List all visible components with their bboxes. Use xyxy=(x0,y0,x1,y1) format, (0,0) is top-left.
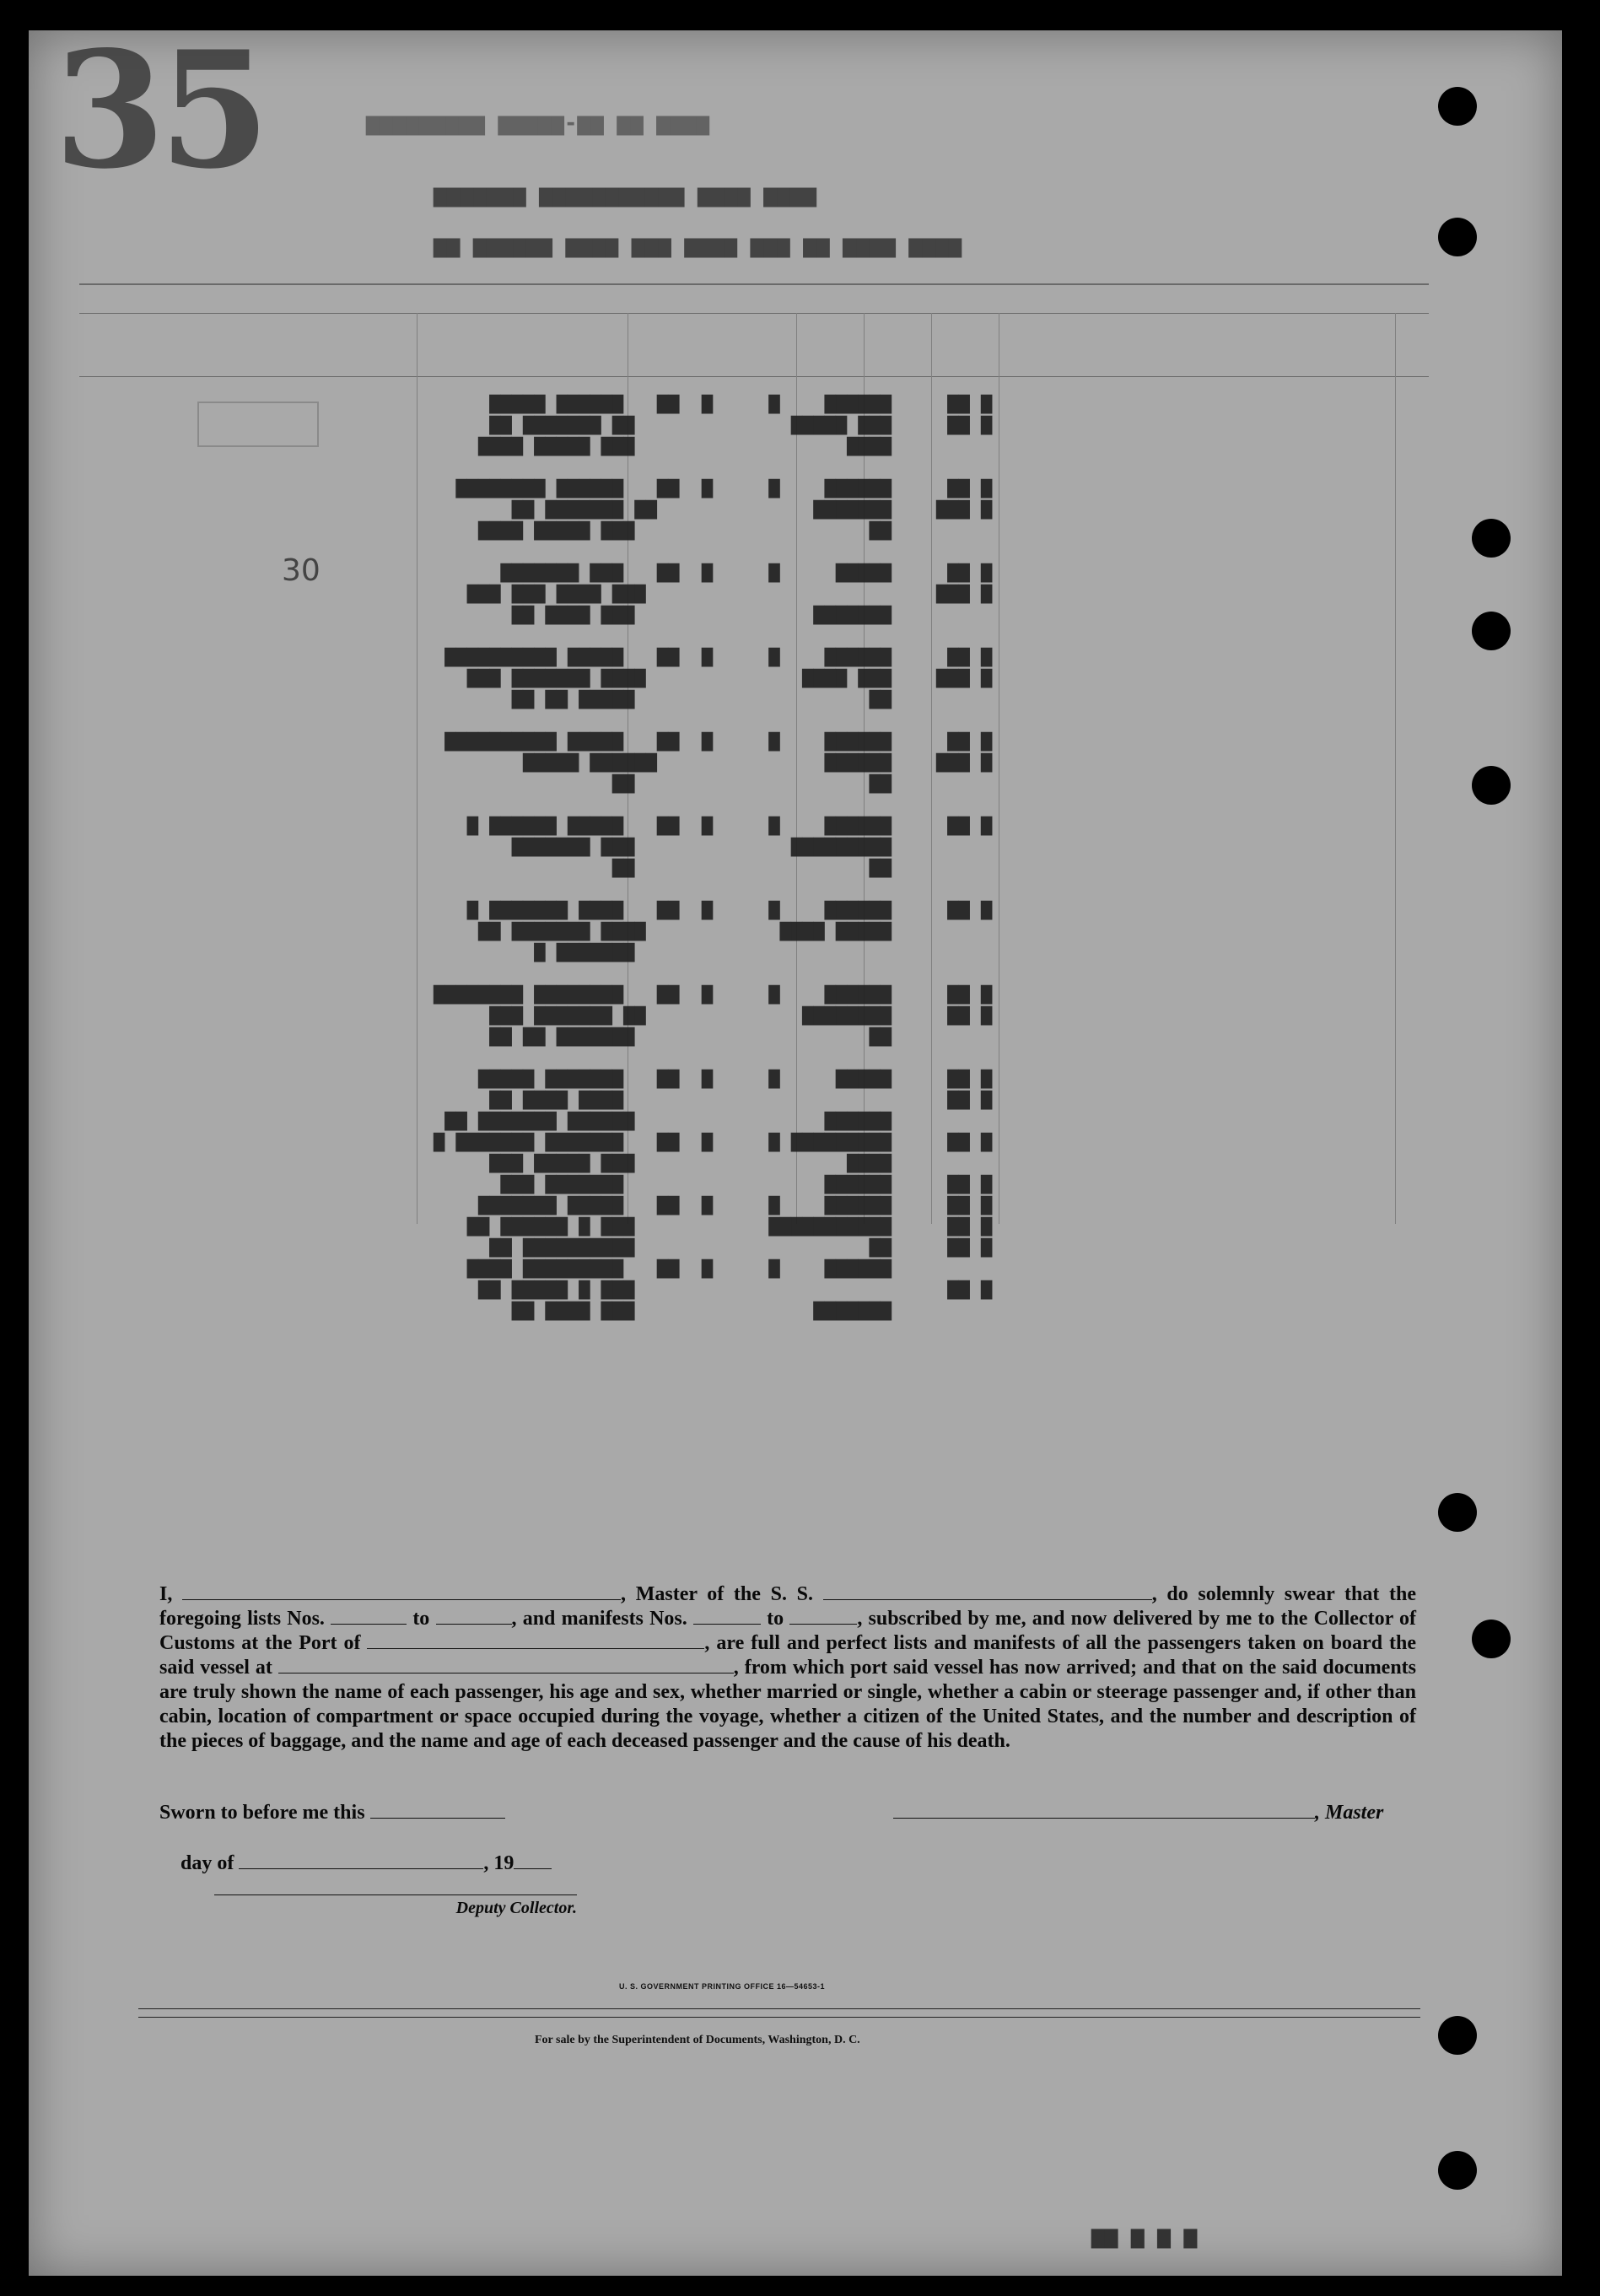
binder-hole xyxy=(1438,87,1477,126)
oath-text: , do solemnly xyxy=(1151,1583,1275,1605)
sworn-date-blank[interactable] xyxy=(370,1803,505,1819)
port-blank[interactable] xyxy=(367,1633,704,1649)
faint-stamp-box xyxy=(197,402,319,447)
master-signature-line xyxy=(893,1802,1383,1824)
binder-hole xyxy=(1472,1620,1511,1658)
footer-rule-2 xyxy=(138,2017,1420,2018)
month-blank[interactable] xyxy=(239,1853,483,1869)
footer-bleed: ▆ ▆ ▆ ▆▆ xyxy=(1091,2223,1198,2249)
binder-hole xyxy=(1438,1493,1477,1532)
printer-imprint: U. S. GOVERNMENT PRINTING OFFICE 16—54653-1 xyxy=(619,1982,826,1991)
list-from-blank[interactable] xyxy=(331,1609,407,1625)
binder-hole xyxy=(1438,2016,1477,2055)
column-divider xyxy=(1395,313,1396,1224)
manifest-from-blank[interactable] xyxy=(693,1609,761,1625)
oath-text: I, xyxy=(159,1583,173,1605)
manifest-to-blank[interactable] xyxy=(789,1609,857,1625)
master-signature-blank[interactable] xyxy=(893,1803,1315,1819)
header-bleed-line-2: ▆▆▆▆ ▆▆▆▆ ▆▆ ▆▆▆ ▆▆▆▆ ▆▆▆ ▆▆▆▆ ▆▆▆▆▆▆ ▆▆ xyxy=(434,233,962,258)
binder-hole xyxy=(1438,2151,1477,2190)
list-to-blank[interactable] xyxy=(436,1609,512,1625)
oath-text: to xyxy=(412,1608,430,1630)
oath-text: swear that the foregoing lists Nos. xyxy=(159,1583,1417,1630)
oath-paragraph xyxy=(159,1582,1416,1754)
oath-text: , from which port said vessel has now arrived; and that on the said documents are truly shown the name of each passenger, his age and sex, whether married or single, whether a cabin or steerage passenger and, if other than cabin, location of compartment or space occupied during the voyage, whether a citizen of the United States, and the number and description of the pieces of baggage, and the name and age of each deceased passenger and the cause of his death. xyxy=(159,1657,1417,1752)
master-label: , Master xyxy=(1315,1802,1384,1824)
binder-hole xyxy=(1472,519,1511,558)
column-divider xyxy=(417,313,418,1224)
oath-text: , Master of the S. S. xyxy=(621,1583,813,1605)
binder-hole xyxy=(1472,612,1511,650)
manifest-sheet xyxy=(29,30,1562,2276)
binder-hole xyxy=(1438,218,1477,256)
binder-hole xyxy=(1472,766,1511,805)
year-label: , 19 xyxy=(483,1852,514,1874)
day-of-line xyxy=(180,1852,552,1875)
oath-text: , subscribed by me, and now delivered by me to the Collector of Customs at the Port of xyxy=(159,1608,1416,1654)
page-number-stamp: 35 xyxy=(54,30,264,204)
oath-text: , and manifests Nos. xyxy=(511,1608,687,1630)
deputy-collector-line: Deputy Collector. xyxy=(214,1894,577,1918)
sworn-line xyxy=(159,1802,505,1824)
day-of-label: day of xyxy=(180,1852,234,1874)
header-rule-1 xyxy=(79,283,1429,285)
for-sale-notice: For sale by the Superintendent of Documents, Washington, D. C. xyxy=(535,2034,860,2046)
footer-rule-1 xyxy=(138,2008,1420,2009)
passenger-rows-bleed: ▇ ▇▇ ▇▇▇▇▇▇ ▇ ▇ ▇▇ ▇▇▇▇▇▇ ▇▇▇▇▇ ▇ ▇▇ ▇▇▇ ▇▇▇▇▇ ▇▇ ▇▇▇▇▇▇▇ ▇▇ ▇▇▇▇ ▇▇▇ ▇▇▇▇▇ ▇▇▇▇ ▇ ▇▇ ▇▇▇▇▇▇ ▇ ▇ ▇▇ ▇▇▇▇▇▇ ▇▇▇▇▇▇▇▇ ▇ ▇▇▇ ▇▇▇▇▇▇▇ ▇▇ ▇▇▇▇▇▇▇ ▇▇ ▇▇ ▇▇▇ ▇▇▇▇▇ ▇▇▇▇ ▇ ▇▇ ▇▇▇▇▇ ▇ ▇ ▇▇ ▇▇▇ ▇▇▇▇▇▇▇ ▇ ▇▇▇ ▇▇▇ ▇▇▇▇ ▇▇▇ ▇▇▇ ▇▇▇▇▇▇▇ ▇▇▇ ▇▇▇▇ ▇▇ ▇ ▇▇ ▇▇▇▇▇▇ ▇ ▇ ▇▇ ▇▇▇▇▇ ▇▇▇▇▇▇▇▇▇▇ ▇ ▇▇▇ ▇▇▇ ▇▇▇▇ ▇▇▇▇ ▇▇▇▇▇▇▇ ▇▇▇ ▇▇ ▇▇▇▇▇ ▇▇ ▇▇ ▇ ▇▇ ▇▇▇▇▇▇ ▇ ▇ ▇▇ ▇▇▇▇▇ ▇▇▇▇▇▇▇▇▇▇ ▇ ▇▇▇ ▇▇▇▇▇▇ ▇▇▇▇▇▇ ▇▇▇▇▇ ▇▇ ▇▇ ▇ ▇▇ ▇▇▇▇▇▇ ▇ ▇ ▇▇ ▇▇▇▇▇ ▇▇▇▇▇▇ ▇ ▇▇▇▇▇▇▇▇▇ ▇▇▇ ▇▇▇▇▇▇▇ ▇▇ ▇▇ ▇ ▇▇ ▇▇▇▇▇▇ ▇ ▇ ▇▇ ▇▇▇▇ ▇▇▇▇▇▇▇ ▇ ▇▇▇▇▇ ▇▇▇▇ ▇▇▇▇ ▇▇▇▇▇▇▇ ▇▇ ▇▇▇▇▇▇▇ ▇ ▇ ▇▇ ▇▇▇▇▇▇ ▇ ▇ ▇▇ ▇▇▇▇▇▇▇▇ ▇▇▇▇▇▇▇▇ ▇ ▇▇ ▇▇▇▇▇▇▇▇ ▇▇ ▇▇▇▇▇▇▇ ▇▇▇ ▇▇ ▇▇▇▇▇▇▇ ▇▇ ▇▇ ▇ ▇▇ ▇▇▇▇▇ ▇ ▇ ▇▇ ▇▇▇▇▇▇▇ ▇▇▇▇▇ ▇ ▇▇ ▇▇▇▇ ▇▇▇▇ ▇▇ ▇▇▇▇▇▇ ▇▇▇▇▇▇ ▇▇▇▇▇▇▇ ▇▇ ▇ ▇▇ ▇▇▇▇▇▇▇▇▇ ▇ ▇ ▇▇ ▇▇▇▇▇▇▇ ▇▇▇▇▇▇▇ ▇ ▇▇▇▇ ▇▇▇ ▇▇▇▇▇ ▇▇▇ ▇ ▇▇ ▇▇▇▇▇▇ ▇▇▇▇▇▇▇ ▇▇▇ ▇ ▇▇ ▇▇▇▇▇▇ ▇ ▇ ▇▇ ▇▇▇▇▇ ▇▇▇▇▇▇▇ ▇ ▇▇ ▇▇▇▇▇▇▇▇▇▇▇ ▇▇▇ ▇ ▇▇▇▇▇▇ ▇▇ ▇ ▇▇ ▇▇ ▇▇▇▇▇▇▇▇▇▇ ▇▇ ▇▇▇▇▇▇ ▇ ▇ ▇▇ ▇▇▇▇▇▇▇▇▇ ▇▇▇▇ ▇ ▇▇ ▇▇▇ ▇ ▇▇▇▇▇ ▇▇ ▇▇▇▇▇▇▇ ▇▇▇ ▇▇▇▇ ▇▇ xyxy=(434,393,993,1321)
header-rule-3 xyxy=(79,376,1429,377)
departure-port-blank[interactable] xyxy=(278,1657,734,1673)
oath-text: to xyxy=(767,1608,784,1630)
pencil-mark: 30 xyxy=(282,553,321,588)
vessel-name-blank[interactable] xyxy=(823,1584,1152,1600)
header-rule-2 xyxy=(79,313,1429,314)
oath-text: , are full and perfect lists and manifests of all the passengers taken on board the said vessel at xyxy=(159,1632,1417,1679)
header-bleed-title: ▆▆▆▆ ▆▆ ▆▆-▆▆▆▆▆ ▆▆▆▆▆▆▆▆▆ xyxy=(366,110,709,136)
year-blank[interactable] xyxy=(514,1853,552,1869)
header-bleed-line-1: ▆▆▆▆ ▆▆▆▆ ▆▆▆▆▆▆▆▆▆▆▆ ▆▆▆▆▆▆▆ xyxy=(434,182,816,208)
master-name-blank[interactable] xyxy=(182,1584,621,1600)
sworn-label: Sworn to before me this xyxy=(159,1802,365,1824)
